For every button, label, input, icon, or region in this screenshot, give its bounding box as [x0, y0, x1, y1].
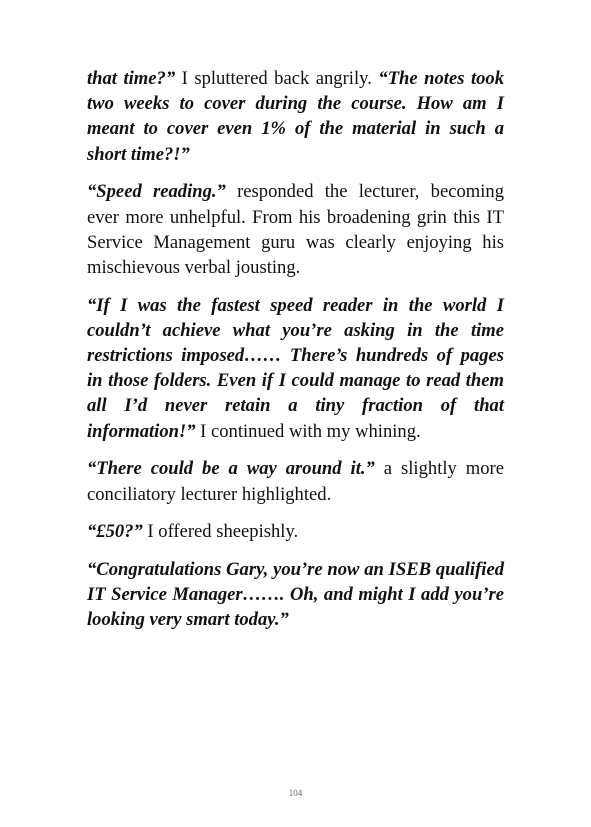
paragraph-6	[87, 557, 504, 633]
dialogue-text: “Congratulations Gary, you’re now an ISEB qualified IT Service Manager……. Oh, and might I add you’re looking very smart today.”	[87, 558, 504, 631]
narration-text: I offered sheepishly.	[142, 521, 299, 543]
dialogue-text: “Speed reading.”	[87, 181, 226, 203]
dialogue-text: “If I was the fastest speed reader in the world I couldn’t achieve what you’re asking in the time restrictions imposed…… There’s hundreds of pages in those folders. Even if I could manage to read them all I’d never retain a tiny fraction of that information!”	[87, 294, 504, 442]
narration-text: I spluttered back angrily.	[175, 68, 379, 89]
narration-text: a slightly more conciliatory lecturer highlighted.	[87, 458, 504, 505]
body-text	[87, 66, 504, 645]
dialogue-text: “The notes took two weeks to cover during the course. How am I meant to cover even 1% of the material in such a short time?!”	[87, 68, 504, 165]
dialogue-text: “£50?”	[87, 521, 143, 543]
paragraph-1	[87, 66, 504, 167]
page-number: 104	[288, 788, 303, 798]
dialogue-text: “There could be a way around it.”	[87, 458, 375, 480]
paragraph-2	[87, 179, 504, 280]
narration-text: responded the lecturer, becoming ever more unhelpful. From his broadening grin this IT Service Management guru was clearly enjoying his mischievous verbal jousting.	[87, 181, 504, 278]
paragraph-4	[87, 456, 504, 506]
paragraph-3	[87, 293, 504, 444]
narration-text: I continued with my whining.	[195, 420, 421, 442]
paragraph-5	[87, 519, 504, 544]
dialogue-text: that time?”	[87, 68, 176, 89]
